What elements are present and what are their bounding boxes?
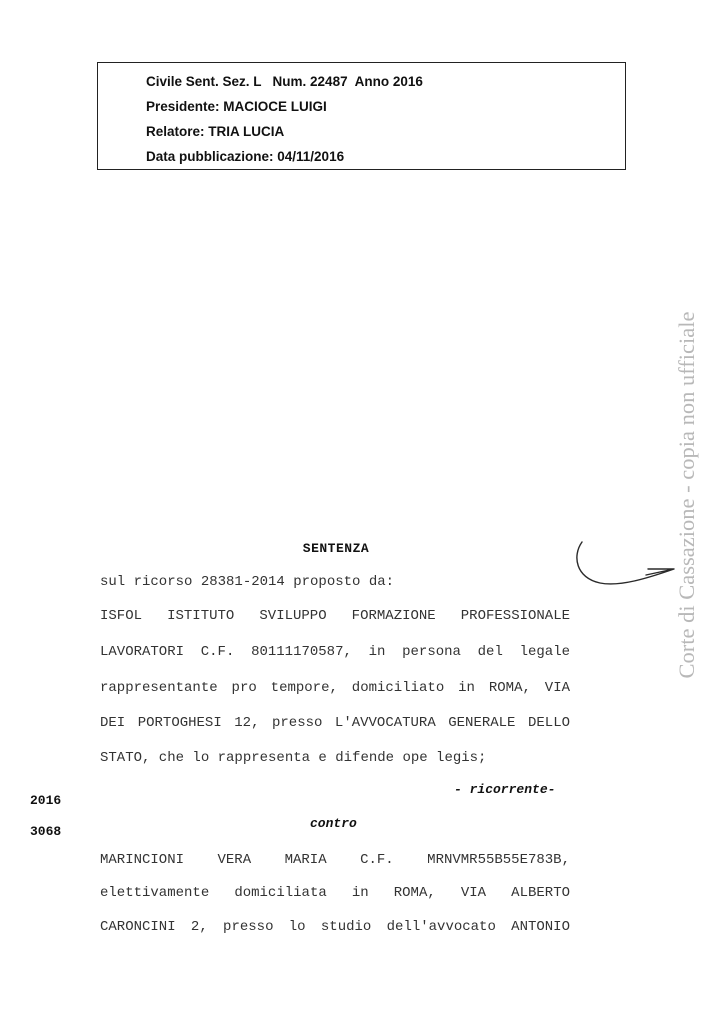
body-line-9: CARONCINI 2, presso lo studio dell'avvocato ANTONIO [100, 919, 570, 935]
role-contro: contro [310, 816, 357, 831]
body-line-5: DEI PORTOGHESI 12, presso L'AVVOCATURA GENERALE DELLO [100, 715, 570, 731]
body-line-4: rappresentante pro tempore, domiciliato in ROMA, VIA [100, 680, 570, 696]
header-relatore: Relatore: TRIA LUCIA [146, 124, 285, 139]
body-line-2: ISFOL ISTITUTO SVILUPPO FORMAZIONE PROFESSIONALE [100, 608, 570, 624]
header-publication-date: Data pubblicazione: 04/11/2016 [146, 149, 345, 164]
body-line-6: STATO, che lo rappresenta e difende ope legis; [100, 750, 487, 766]
header-presidente: Presidente: MACIOCE LUIGI [146, 99, 327, 114]
body-line-7: MARINCIONI VERA MARIA C.F. MRNVMR55B55E783B, [100, 852, 570, 868]
signature-mark [570, 538, 686, 594]
document-title: SENTENZA [302, 541, 370, 556]
header-section-number: Civile Sent. Sez. L Num. 22487 Anno 2016 [146, 74, 423, 89]
watermark: Corte di Cassazione - copia non ufficiale [674, 311, 699, 679]
body-line-8: elettivamente domiciliata in ROMA, VIA ALBERTO [100, 885, 570, 901]
margin-year: 2016 [30, 793, 62, 808]
role-ricorrente: - ricorrente- [454, 782, 556, 797]
margin-number: 3068 [30, 824, 62, 839]
header-box [97, 62, 626, 170]
body-line-3: LAVORATORI C.F. 80111170587, in persona del legale [100, 644, 570, 660]
body-line-1: sul ricorso 28381-2014 proposto da: [100, 574, 395, 590]
